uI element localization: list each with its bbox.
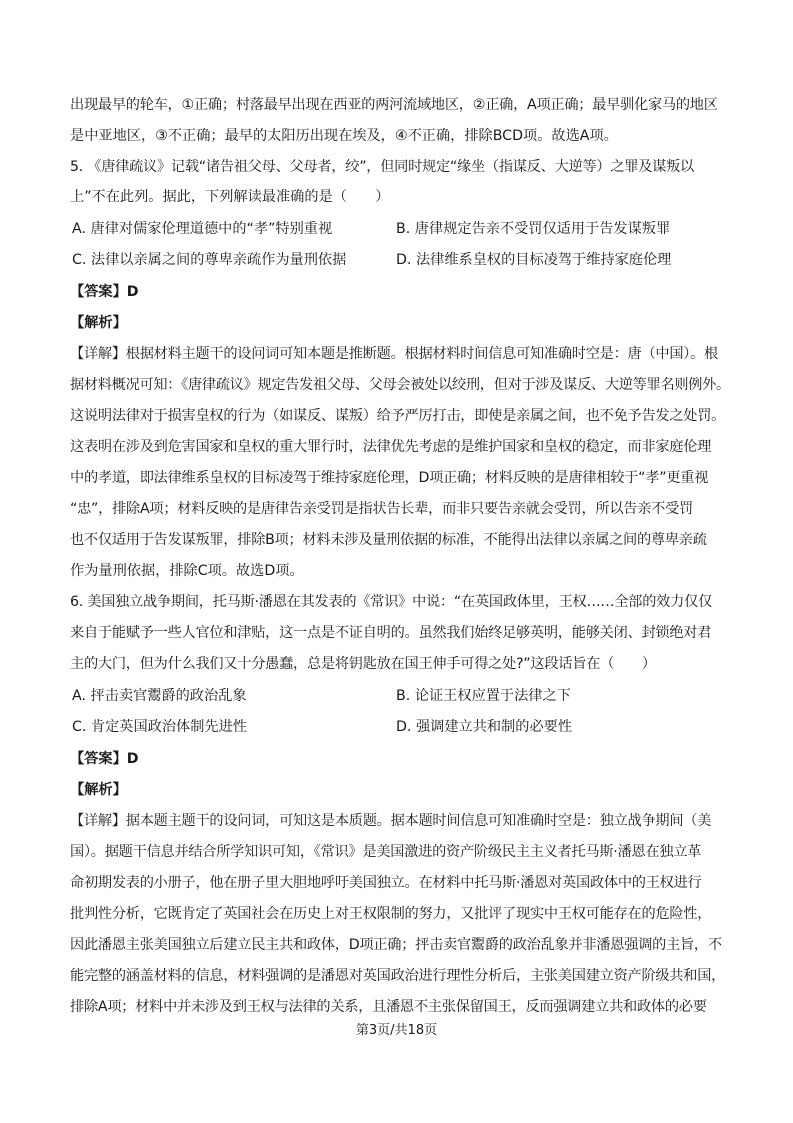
q5-answer: 【答案】D <box>70 284 139 300</box>
q6-option-d: D. 强调建立共和制的必要性 <box>396 719 573 735</box>
q5-detail-line: “忠”，排除A项；材料反映的是唐律告亲受罚是指状告长辈，而非只要告亲就会受罚，所以告亲不受罚 <box>70 501 693 517</box>
q6-detail-line: 命初期发表的小册子，他在册子里大胆地呼吁美国独立。在材料中托马斯·潘恩对英国政体中的王权进行 <box>70 875 702 891</box>
intro-line: 是中亚地区，③不正确；最早的太阳历出现在埃及，④不正确，排除BCD项。故选A项。 <box>70 128 618 144</box>
page-number: 第3页/共18页 <box>355 1023 438 1038</box>
q5-option-c: C. 法律以亲属之间的尊卑亲疏作为量刑依据 <box>72 252 347 268</box>
q6-detail-line: 国）。据题干信息并结合所学知识可知，《常识》是美国激进的资产阶级民主主义者托马斯·潘恩在独立革 <box>70 844 702 860</box>
intro-line: 出现最早的轮车，①正确；村落最早出现在西亚的两河流域地区，②正确，A项正确；最早驯化家马的地区 <box>70 97 718 113</box>
q6-answer: 【答案】D <box>70 751 139 767</box>
q6-detail-line: 【详解】据本题主题干的设问词，可知这是本质题。据本题时间信息可知准确时空是：独立战争期间（美 <box>70 813 712 829</box>
q6-stem-line: 6. 美国独立战争期间，托马斯·潘恩在其发表的《常识》中说：“在英国政体里，王权……全部的效力仅仅 <box>70 594 712 610</box>
q5-analysis-label: 【解析】 <box>70 315 127 331</box>
q5-option-d: D. 法律维系皇权的目标凌驾于维持家庭伦理 <box>396 252 672 268</box>
q6-stem-line: 来自于能赋予一些人官位和津贴，这一点是不证自明的。虽然我们始终足够英明，能够关闭、封锁绝对君 <box>70 625 712 641</box>
q5-detail-line: 中的孝道，即法律维系皇权的目标凌驾于维持家庭伦理，D项正确；材料反映的是唐律相较于“孝”更重视 <box>70 470 709 486</box>
q6-detail-line: 因此潘恩主张美国独立后建立民主共和政体，D项正确；抨击卖官鬻爵的政治乱象并非潘恩强调的主旨，不 <box>70 937 722 953</box>
q5-detail-line: 这表明在涉及到危害国家和皇权的重大罪行时，法律优先考虑的是维护国家和皇权的稳定，而非家庭伦理 <box>70 439 712 455</box>
q6-option-c: C. 肯定英国政治体制先进性 <box>72 719 247 735</box>
q5-detail-line: 这说明法律对于损害皇权的行为（如谋反、谋叛）给予严厉打击，即使是亲属之间，也不免予告发之处罚。 <box>70 408 726 424</box>
q6-detail-line: 排除A项；材料中并未涉及到王权与法律的关系，且潘恩不主张保留国王，反而强调建立共和政体的必要 <box>70 999 707 1015</box>
q5-detail-line: 据材料概况可知：《唐律疏议》规定告发祖父母、父母会被处以绞刑，但对于涉及谋反、大逆等罪名则例外。 <box>70 377 730 393</box>
q5-option-b: B. 唐律规定告亲不受罚仅适用于告发谋叛罪 <box>396 221 671 237</box>
q5-detail-line: 作为量刑依据，排除C项。故选D项。 <box>70 563 304 579</box>
q6-detail-line: 能完整的涵盖材料的信息，材料强调的是潘恩对英国政治进行理性分析后，主张美国建立资产阶级共和国， <box>70 968 726 984</box>
q5-option-a: A. 唐律对儒家伦理道德中的“孝”特别重视 <box>72 221 333 237</box>
q5-detail-line: 【详解】根据材料主题干的设问词可知本题是推断题。根据材料时间信息可知准确时空是：唐（中国）。根 <box>70 346 718 362</box>
q5-stem-line: 5. 《唐律疏议》记载“诸告祖父母、父母者，绞”，但同时规定“缘坐（指谋反、大逆等）之罪及谋叛以 <box>70 159 694 175</box>
q6-stem-line: 主的大门，但为什么我们又十分愚蠢，总是将钥匙放在国王伸手可得之处?”这段话旨在（ ） <box>70 656 656 672</box>
q6-option-a: A. 抨击卖官鬻爵的政治乱象 <box>72 688 247 704</box>
q6-option-b: B. 论证王权应置于法律之下 <box>396 688 571 704</box>
q5-detail-line: 也不仅适用于告发谋叛罪，排除B项；材料未涉及量刑依据的标准，不能得出法律以亲属之间的尊卑亲疏 <box>70 532 707 548</box>
q6-detail-line: 批判性分析，它既肯定了英国社会在历史上对王权限制的努力，又批评了现实中王权可能存在的危险性， <box>70 906 712 922</box>
q6-analysis-label: 【解析】 <box>70 782 127 798</box>
q5-stem-line: 上”不在此列。据此，下列解读最准确的是（ ） <box>70 189 390 205</box>
